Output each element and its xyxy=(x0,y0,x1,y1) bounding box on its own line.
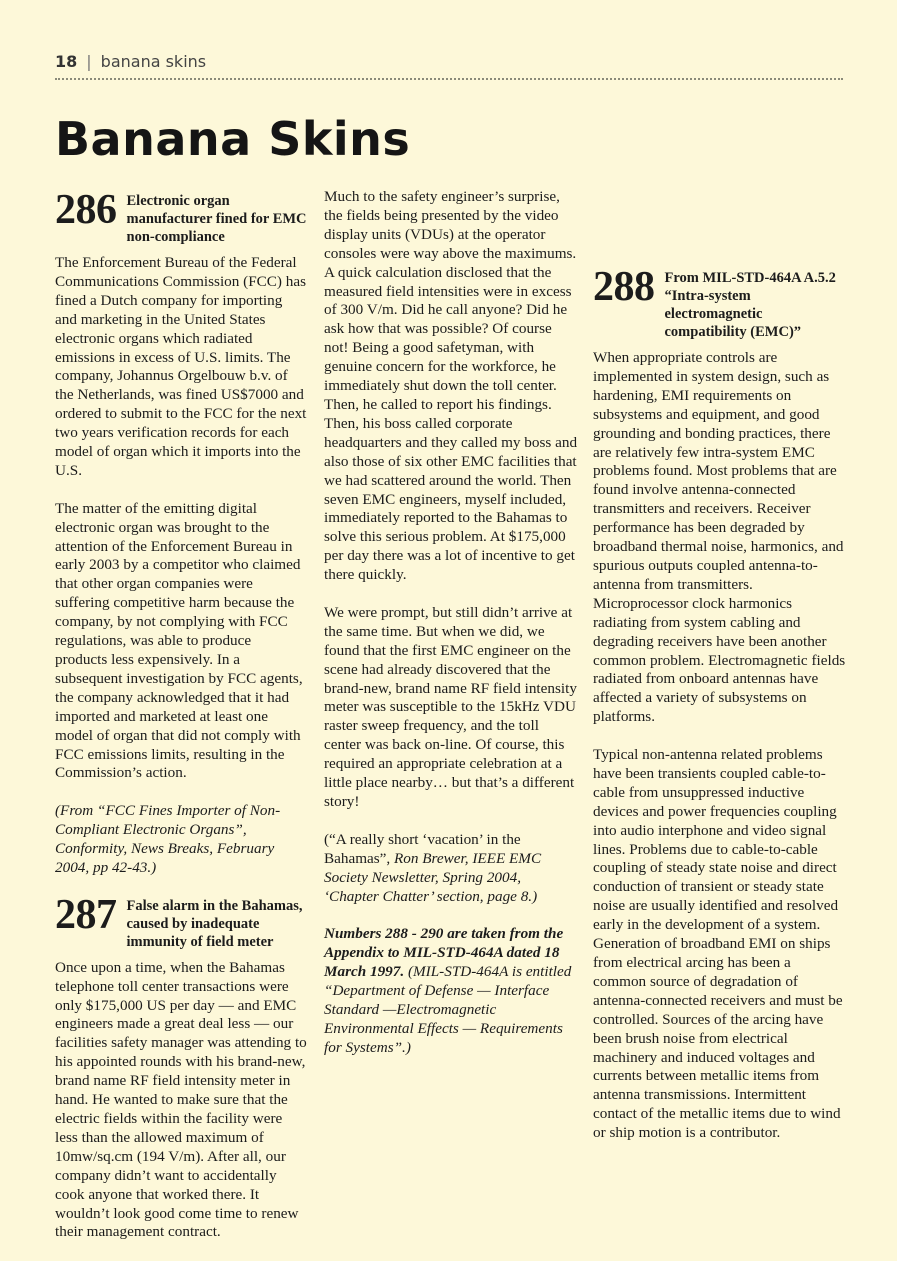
paragraph: The matter of the emitting digital electronic organ was brought to the attention of the Enforcement Bureau in early 2003 by a competitor who claimed that other organ companies were suffering competitive harm because the company, by not complying with FCC regulations, was able to produce products less expensively. In a subsequent investigation by FCC agents, the company acknowledged that it had imported and marketed at least one model of organ that did not comply with FCC emissions limits, resulting in the Commission’s action. xyxy=(55,499,303,782)
item-287-heading xyxy=(55,891,307,951)
paragraph-flowing: Once upon a time, when the Bahamas telephone toll center transactions were only $175,000 US per day — and EMC engineers made a great deal less — our facilities safety manager was attending to his appointed rounds with his brand-new, brand name RF field intensity meter in hand. He wanted to make sure that the electric fields within the facility were less than the allowed maximum of 10mw/sq.cm (194 V/m). After all, our company didn’t want to accidentally cook anyone that worked there. It wouldn’t look good come time to renew their management contract. xyxy=(55,958,307,1241)
source-citation: (From “FCC Fines Importer of Non-Compliant Electronic Organs”, Conformity, News Breaks, February 2004, pp 42-43.) xyxy=(55,802,281,876)
item-title: False alarm in the Bahamas, caused by inadequate immunity of field meter xyxy=(126,897,303,950)
paragraph: The Enforcement Bureau of the Federal Communications Commission (FCC) has fined a Dutch company for importing and marketing in the United States electronic organs which radiated emissions in excess of U.S. limits. The company, Johannus Orgelbouw b.v. of the Netherlands, was fined US$7000 and ordered to submit to the FCC for the next two years verification records for each model of organ which it imports into the U.S. xyxy=(55,254,307,479)
item-number: 288 xyxy=(593,264,655,310)
item-286-heading xyxy=(55,187,307,246)
item-title: Electronic organ manufacturer fined for EMC non-compliance xyxy=(126,193,307,245)
column-3 xyxy=(593,187,847,1162)
section-name: banana skins xyxy=(100,52,207,71)
paragraph: Much to the safety engineer’s surprise, the fields being presented by the video display units (VDUs) at the operator consoles were way above the maximums. A quick calculation disclosed that the measured field intensities were in excess of 300 V/m. Did he call anyone? Did he ask how that was possible? Of course not! Being a good safetyman, with genuine concern for the workforce, he immediately shut down the toll center. Then, he called to report his findings. Then, his boss called corporate headquarters and they called my boss and also those of six other EMC facilities that we had scattered around the world. Then seven EMC engineers, myself included, immediately reported to the Bahamas to solve this serious problem. At $175,000 per day there was a lot of incentive to get there quickly. xyxy=(324,188,578,584)
paragraph: When appropriate controls are implemented in system design, such as hardening, EMI requirements on subsystems and equipment, and good grounding and bonding practices, there are relatively few intra-system EMC problems found. Most problems that are found involve antenna-connected transmitters and receivers. Receiver performance has been degraded by broadband thermal noise, harmonics, and spurious outputs coupled antenna-to-antenna from transmitters. Microprocessor clock harmonics radiating from system cabling and degrading receivers have been another common problem. Electromagnetic fields radiated from onboard antennas have affected a variety of subsystems on platforms. xyxy=(593,349,846,726)
item-288-heading xyxy=(593,264,847,341)
note-bold: Numbers 288 - 290 are taken from the Appendix to MIL-STD-464A dated 18 March 1997. xyxy=(324,925,564,981)
paragraph: Typical non-antenna related problems have been transients coupled cable-to-cable from unsuppressed inductive devices and power frequencies coupling into audio interphone and video signal lines. Problems due to cable-to-cable coupling of steady state noise and direct conduction of transient or steady state noise are usually identified and resolved early in the development of a system. Generation of broadband EMI on ships from electrical arcing has been a common source of degradation of antenna-connected receivers and must be controlled. Sources of the arcing have been brush noise from electrical machinery and induced voltages and currents between metallic items from antenna transmissions. Intermittent contact of the metallic items due to wind or ship motion is a contributor. xyxy=(593,746,843,1142)
header-separator: | xyxy=(86,52,92,71)
page-header xyxy=(55,52,843,71)
note-italic: (MIL-STD-464A is entitled “Department of Defense — Interface Standard —Electromagnetic Environmental Effects — Requirements for Systems”.) xyxy=(324,963,572,1056)
editor-note xyxy=(324,925,578,1057)
page-title: Banana Skins xyxy=(55,112,411,166)
page-number: 18 xyxy=(55,52,78,71)
item-number: 286 xyxy=(55,187,117,233)
source-citation xyxy=(324,831,578,907)
note-continuation-space xyxy=(593,187,847,265)
item-number: 287 xyxy=(55,891,117,938)
source-text: (“A really short ‘vacation’ in the Bahamas”, xyxy=(324,830,521,867)
item-title: From MIL-STD-464A A.5.2 “Intra-system electromagnetic compatibility (EMC)” xyxy=(664,270,836,340)
paragraph: We were prompt, but still didn’t arrive at the same time. But when we did, we found that the first EMC engineer on the scene had already discovered that the brand-new, brand name RF field intensity meter was susceptible to the 15kHz VDU raster sweep frequency, and the toll center was back on-line. Of course, this required an appropriate celebration at a little place nearby… but that’s a different story! xyxy=(324,603,577,810)
header-rule xyxy=(55,78,843,80)
column-1 xyxy=(55,188,307,1261)
column-2 xyxy=(324,188,578,1077)
source-italic: Ron Brewer, IEEE EMC Society Newsletter, Spring 2004, ‘Chapter Chatter’ section, page 8.) xyxy=(324,849,542,905)
